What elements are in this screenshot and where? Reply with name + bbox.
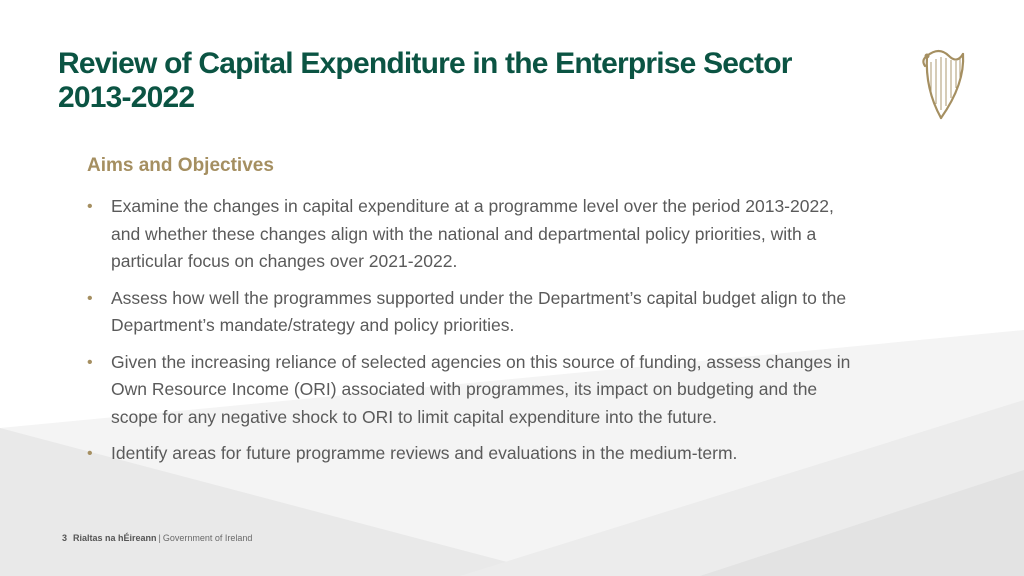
footer-separator: | [158,533,161,543]
bullet-icon: • [87,198,93,215]
footer [62,533,252,543]
list-item-text: Given the increasing reliance of selected agencies on this source of funding, assess changes in Own Resource Income (ORI) associated with programmes, its impact on budgeting and the scope for any negative shock to ORI to limit capital expenditure into the future. [111,351,851,427]
list-item [87,285,867,340]
bullet-icon: • [87,353,93,371]
harp-icon [917,44,969,124]
title-line-2: 2013-2022 [58,81,195,114]
list-item [87,440,867,468]
list-item-text: Identify areas for future programme reviews and evaluations in the medium-term. [111,443,738,463]
section-heading: Aims and Objectives [87,155,274,176]
bullet-icon: • [87,289,93,307]
list-item-text: Examine the changes in capital expenditure at a programme level over the period 2013-2022, and whether these changes align with the national and departmental policy priorities, with a particular focus on changes over 2021-2022. [111,196,834,271]
list-item [87,349,867,432]
title-line-1: Review of Capital Expenditure in the Enterprise Sector [58,47,792,80]
objectives-list [87,193,867,477]
list-item [87,193,867,276]
page-number: 3 [62,533,68,543]
footer-gov-irish: Rialtas na hÉireann [73,533,157,543]
page-title [58,47,792,115]
bullet-icon: • [87,445,93,462]
footer-gov-english: Government of Ireland [162,533,253,543]
list-item-text: Assess how well the programmes supported under the Department’s capital budget align to the Department’s mandate/strategy and policy priorities. [111,287,847,335]
